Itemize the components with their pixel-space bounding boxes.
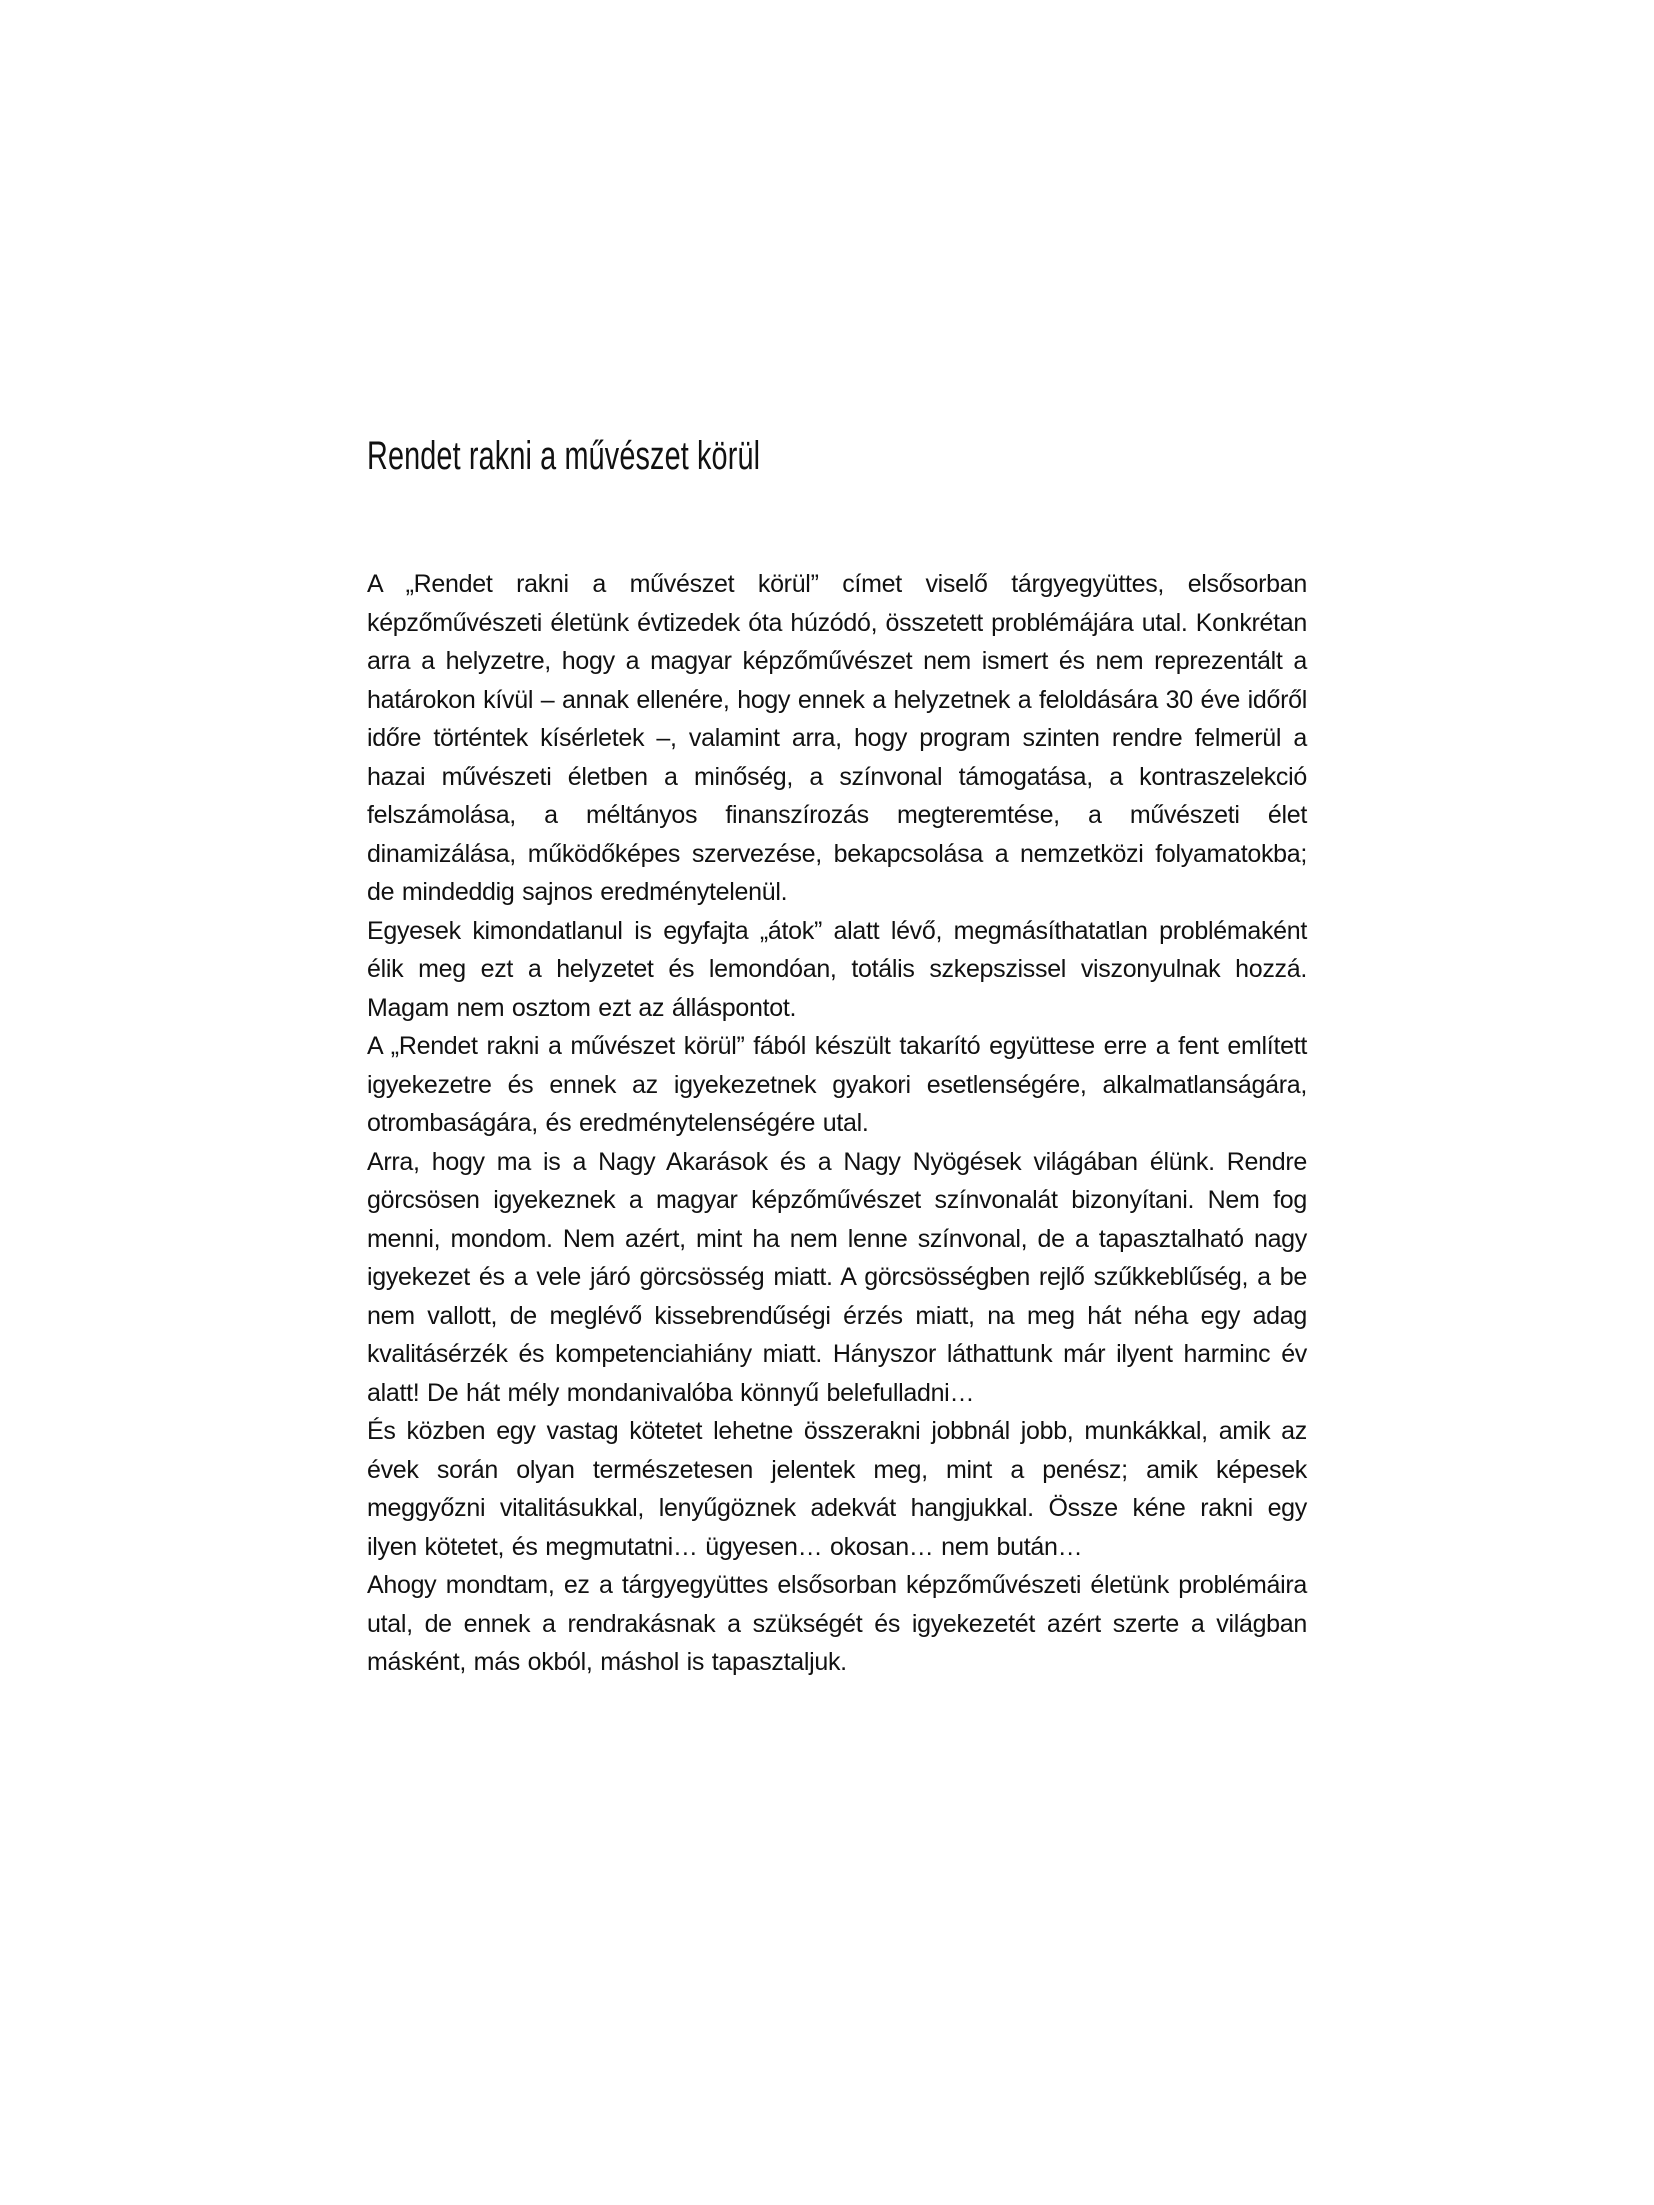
- paragraph-2: Egyesek kimondatlanul is egyfajta „átok” alatt lévő, megmásíthatatlan problémaként élik meg ezt a helyzetet és lemondóan, totális szkepszissel viszonyulnak hozzá. Magam nem osztom ezt az álláspontot.: [367, 916, 1307, 1022]
- article-body: [367, 565, 1307, 1682]
- paragraph-6: Ahogy mondtam, ez a tárgyegyüttes elsősorban képzőművészeti életünk problémáira utal, de ennek a rendrakásnak a szükségét és igyekezetét azért szerte a világban másként, más okból, máshol is tapasztaljuk.: [367, 1571, 1307, 1676]
- paragraph-5: És közben egy vastag kötetet lehetne összerakni jobbnál jobb, munkákkal, amik az évek során olyan természetesen jelentek meg, mint a penész; amik képesek meggyőzni vitalitásukkal, lenyűgöznek adekvát hangjukkal. Össze kéne rakni egy ilyen kötetet, és megmutatni… ügyesen… okosan… nem bután…: [367, 1417, 1307, 1561]
- paragraph-3: A „Rendet rakni a művészet körül” fából készült takarító együttese erre a fent említett igyekezetre és ennek az igyekezetnek gyakori esetlenségére, alkalmatlanságára, otrombaságára, és eredménytelenségére utal.: [367, 1032, 1307, 1137]
- paragraph-1: A „Rendet rakni a művészet körül” címet viselő tárgyegyüttes, elsősorban képzőművészeti életünk évtizedek óta húzódó, összetett problémájára utal. Konkrétan arra a helyzetre, hogy a magyar képzőművészet nem ismert és nem reprezentált a határokon kívül – annak ellenére, hogy ennek a helyzetnek a feloldására 30 éve időről időre történtek kísérletek –, valamint arra, hogy program szinten rendre felmerül a hazai művészeti életben a minőség, a színvonal támogatása, a kontraszelekció felszámolása, a méltányos finanszírozás megteremtése, a művészeti élet dinamizálása, működőképes szervezése, bekapcsolása a nemzetközi folyamatokba; de mindeddig sajnos eredménytelenül.: [367, 570, 1307, 906]
- paragraph-4: Arra, hogy ma is a Nagy Akarások és a Nagy Nyögések világában élünk. Rendre görcsösen igyekeznek a magyar képzőművészet színvonalát bizonyítani. Nem fog menni, mondom. Nem azért, mint ha nem lenne színvonal, de a tapasztalható nagy igyekezet és a vele járó görcsösség miatt. A görcsösségben rejlő szűkkeblűség, a be nem vallott, de meglévő kissebrendűségi érzés miatt, na meg hát néha egy adag kvalitásérzék és kompetenciahiány miatt. Hányszor láthattunk már ilyent harminc év alatt! De hát mély mondanivalóba könnyű belefulladni…: [367, 1147, 1307, 1407]
- page-title: Rendet rakni a művészet körül: [367, 434, 761, 478]
